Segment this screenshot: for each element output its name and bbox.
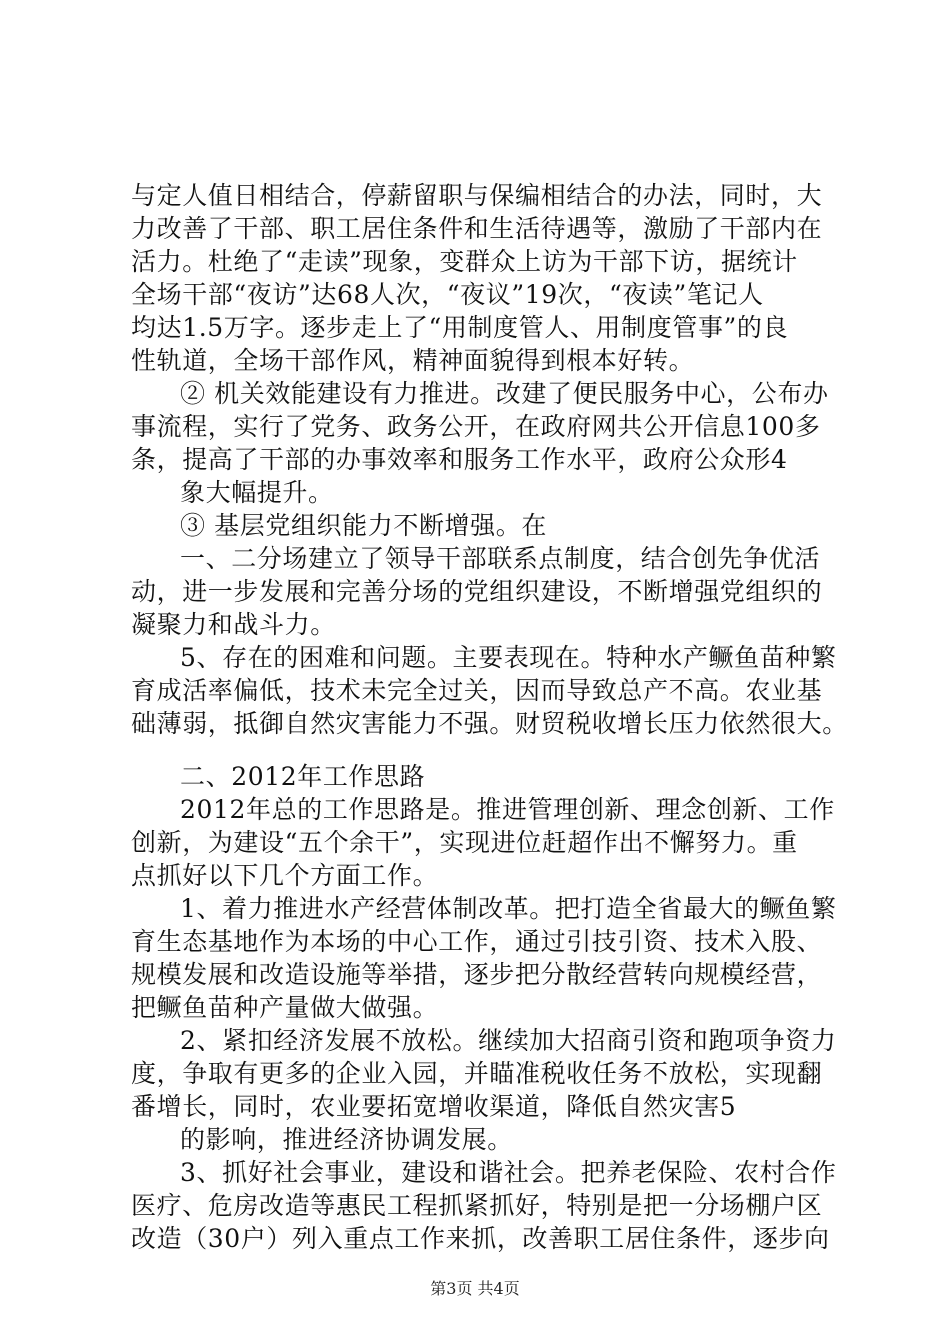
text-line: 性轨道，全场干部作风，精神面貌得到根本好转。 bbox=[131, 346, 695, 375]
text-line: 医疗、危房改造等惠民工程抓紧抓好，特别是把一分场棚户区 bbox=[131, 1191, 823, 1220]
text-line: 番增长，同时，农业要拓宽增收渠道，降低自然灾害5 bbox=[131, 1092, 737, 1121]
section-heading: 二、2012年工作思路 bbox=[180, 762, 426, 791]
paragraph-start: 2、紧扣经济发展不放松。继续加大招商引资和跑项争资力 bbox=[180, 1026, 837, 1055]
paragraph-start: 3、抓好社会事业，建设和谐社会。把养老保险、农村合作 bbox=[180, 1158, 837, 1187]
paragraph-start: ② 机关效能建设有力推进。改建了便民服务中心，公布办 bbox=[180, 379, 829, 408]
text-line: 事流程，实行了党务、政务公开，在政府网共公开信息100多 bbox=[131, 412, 821, 441]
text-line: 活力。杜绝了“走读”现象，变群众上访为干部下访，据统计 bbox=[131, 247, 798, 276]
text-line: 改造（30户）列入重点工作来抓，改善职工居住条件，逐步向 bbox=[131, 1224, 830, 1253]
text-line: 与定人值日相结合，停薪留职与保编相结合的办法，同时，大 bbox=[131, 181, 823, 210]
page-footer: 第3页 共4页 bbox=[430, 1279, 520, 1298]
text-line: 动，进一步发展和完善分场的党组织建设，不断增强党组织的 bbox=[131, 577, 823, 606]
text-line: 规模发展和改造设施等举措，逐步把分散经营转向规模经营， bbox=[131, 960, 823, 989]
text-line: 度，争取有更多的企业入园，并瞄准税收任务不放松，实现翻 bbox=[131, 1059, 823, 1088]
text-line: 力改善了干部、职工居住条件和生活待遇等，激励了干部内在 bbox=[131, 214, 823, 243]
paragraph-start: 2012年总的工作思路是。推进管理创新、理念创新、工作 bbox=[180, 795, 835, 824]
text-line: 条，提高了干部的办事效率和服务工作水平，政府公众形4 bbox=[131, 445, 788, 474]
text-line: 创新，为建设“五个余干”，实现进位赶超作出不懈努力。重 bbox=[131, 828, 798, 857]
text-line: 的影响，推进经济协调发展。 bbox=[180, 1125, 513, 1154]
paragraph-start: 1、着力推进水产经营体制改革。把打造全省最大的鳜鱼繁 bbox=[180, 894, 837, 923]
text-line: 均达1.5万字。逐步走上了“用制度管人、用制度管事”的良 bbox=[131, 313, 789, 342]
text-line: 一、二分场建立了领导干部联系点制度，结合创先争优活 bbox=[180, 544, 821, 573]
text-line: 点抓好以下几个方面工作。 bbox=[131, 861, 439, 890]
text-line: 全场干部“夜访”达68人次，“夜议”19次，“夜读”笔记人 bbox=[131, 280, 764, 309]
paragraph-start: ③ 基层党组织能力不断增强。在 bbox=[180, 511, 547, 540]
text-line: 育生态基地作为本场的中心工作，通过引技引资、技术入股、 bbox=[131, 927, 823, 956]
paragraph-start: 5、存在的困难和问题。主要表现在。特种水产鳜鱼苗种繁 bbox=[180, 643, 837, 672]
text-line: 象大幅提升。 bbox=[180, 478, 334, 507]
text-line: 育成活率偏低，技术未完全过关，因而导致总产不高。农业基 bbox=[131, 676, 823, 705]
text-line: 础薄弱，抵御自然灾害能力不强。财贸税收增长压力依然很大。 bbox=[131, 709, 848, 738]
text-line: 把鳜鱼苗种产量做大做强。 bbox=[131, 993, 439, 1022]
text-line: 凝聚力和战斗力。 bbox=[131, 610, 336, 639]
